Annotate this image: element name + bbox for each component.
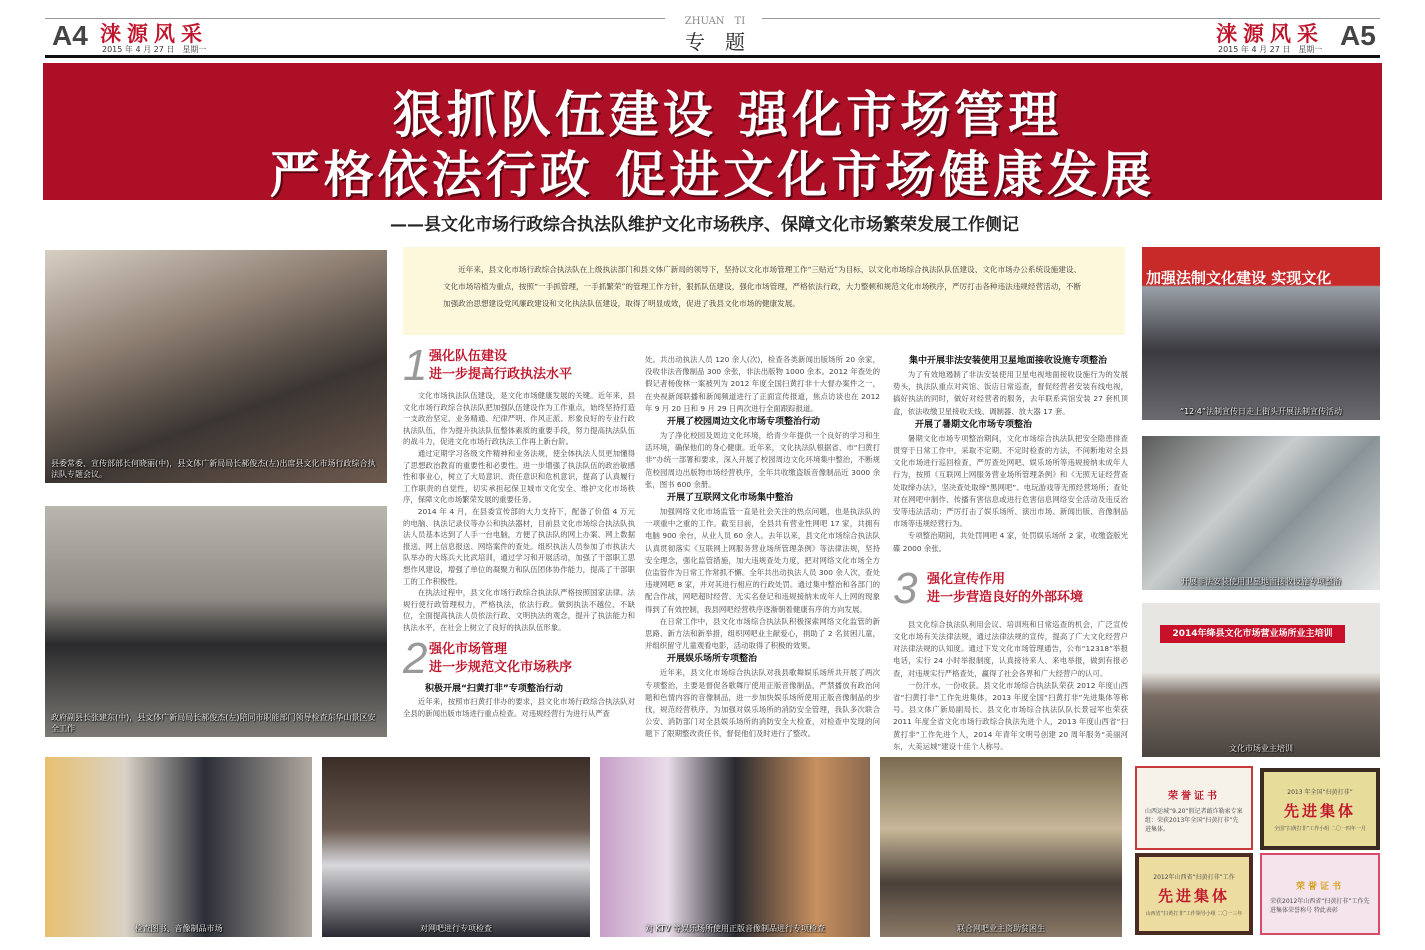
photo-caption: 文化市场业主培训 bbox=[1229, 744, 1293, 753]
date-right: 2015 年 4 月 27 日 星期一 bbox=[1218, 45, 1323, 54]
photo-ktv-check bbox=[600, 757, 870, 937]
headline-banner bbox=[43, 63, 1382, 204]
date-left: 2015 年 4 月 27 日 星期一 bbox=[102, 45, 207, 54]
section-title: 专 题 bbox=[685, 30, 745, 54]
certificate-body: 荣获2012年山西省“扫黄打非”工作先进集体荣誉称号 特此表彰 bbox=[1270, 897, 1370, 914]
article-column-2 bbox=[645, 354, 880, 741]
photo-donation bbox=[880, 757, 1122, 937]
paragraph: 加强网络文化市场监管一直是社会关注的热点问题，也是执法队的一项重中之重的工作。截至目前，全县共有营业性网吧 17 家，共拥有电脑 900 余台，从业人员 60 余人。去年以来，县文化市场综合执法队认真贯彻落实《互联网上网服务营业场所管理条例》等法律法规，坚持安全理念，强化监管措施，加大违规查处力度，把对网络文化市场全方位监管作为日常工作常抓不懈。全年共出动执法人员 300 余人次，查处违规网吧 8 家，并对其进行相应的行政处罚。通过集中整治和各部门的配合作战，网吧超时经营、无实名登记和违规接纳未成年人上网的现象得到了有效控制，我县网吧经营秩序逐渐朝着健康有序的方向发展。 bbox=[645, 507, 880, 614]
brand-left: 涞源风采 bbox=[100, 21, 208, 46]
paragraph: 在日常工作中，县文化市场综合执法队积极探索网络文化监管的新思路、新方法和新举措，组织网吧业主献爱心，捐助了 2 名贫困儿童，并组织留守儿童观看电影，活动取得了积极的效果。 bbox=[645, 616, 880, 651]
certificate-top: 2013 年全国“扫黄打非” bbox=[1287, 788, 1353, 796]
certificate-bottom: 山西省“扫黄打非”工作领导小组 二〇一三年 bbox=[1145, 910, 1243, 917]
photo-training bbox=[1142, 603, 1380, 757]
photo-street-campaign bbox=[1142, 247, 1380, 420]
section-number: 1 bbox=[403, 341, 428, 390]
section-heading-2 bbox=[403, 634, 635, 684]
section-heading-1 bbox=[403, 341, 635, 390]
photo-satellite-dishes bbox=[1142, 436, 1380, 590]
article-column-1 bbox=[403, 341, 635, 720]
paragraph: 近年来，县文化市场综合执法队对我县歌舞娱乐场所共开展了两次专项整治，主要是督促各歌舞厅使用正版音像制品，严禁播放有政治问题和色情内容的音像制品，进一步加快娱乐场所使用正版音像制品的步伐，规范经营秩序。为加强对娱乐场所的消防安全管理，我队多次联合公安、消防部门对全县娱乐场所的消防安全大检查，对检查中发现的问题下了限期整改责任书，督促他们及时进行了整改。 bbox=[645, 668, 880, 739]
section-subtitle: 进一步规范文化市场秩序 bbox=[429, 660, 573, 676]
certificate-bottom: 全国“扫黄打非”工作小组 二〇一四年一月 bbox=[1274, 825, 1366, 832]
subheading: 开展了暑期文化市场专项整治 bbox=[915, 419, 1033, 430]
photo-caption: 政府副县长张建东(中)，县文体广新局局长郝俊杰(左)陪同市职能部门领导检查东华山景区安全工作 bbox=[51, 713, 376, 733]
paragraph: 专项整治期间，共处罚网吧 4 家，处罚娱乐场所 2 家，收缴盗版光碟 2000 余张。 bbox=[893, 531, 1128, 553]
photo-caption: “12·4”法制宣传日走上街头开展法制宣传活动 bbox=[1179, 407, 1343, 416]
paragraph: 近年来，按照市扫黄打非办的要求，县文化市场行政综合执法队对全县的新闻出版市场进行重点检查。对违规经营行为进行从严查 bbox=[403, 697, 635, 719]
certificate-body: 山西运城“9.20”假记者敲诈勒索专案组：荣获2013年全国“扫黄打非”先进集体。 bbox=[1145, 808, 1243, 833]
certificate-4 bbox=[1260, 853, 1380, 935]
section-title: 强化队伍建设 bbox=[429, 349, 508, 364]
page-number-left: A4 bbox=[52, 20, 88, 51]
photo-meeting bbox=[45, 250, 387, 483]
certificate-heading: 荣誉证书 bbox=[1168, 791, 1220, 802]
subheading: 开展娱乐场所专项整治 bbox=[667, 654, 758, 665]
photo-caption: 对网吧进行专项检查 bbox=[420, 924, 492, 933]
certificate-heading: 先进集体 bbox=[1283, 801, 1356, 820]
paragraph: 为了有效地遏制了非法安装使用卫星电视地面接收设施行为的发展势头，执法队重点对宾馆、饭店日常巡查，督促经营者安装有线电视，搞好执法的同时，做好对经营者的服务，去年联系宾馆安装 27 套机顶盒，依法收缴卫星接收天线、调制器、放大器 17 套。 bbox=[893, 370, 1128, 416]
certificate-3 bbox=[1135, 853, 1253, 935]
section-title: 强化宣传作用 bbox=[927, 571, 1006, 587]
paragraph: 文化市场执法队伍建设，是文化市场健康发展的关键。近年来，县文化市场行政综合执法队把加强队伍建设作为工作重点，始终坚持打造一支政治坚定、业务精通、纪律严明、作风正派、形象良好的专业行政执法队伍，作为提升执法队伍整体素质的重要手段，努力提高执法队伍的战斗力，促进文化市场行政执法工作再上新台阶。 bbox=[403, 391, 635, 447]
paragraph: 通过定期学习各级文件精神和业务法规，使全体执法人员更加懂得了思想政治教育的重要性和必要性。进一步增强了执法队伍的政治敏感性和事业心，树立了大局意识、责任意识和危机意识，提高了认真履行工作职责的自觉性，切实承担起保卫城市文化安全、维护文化市场秩序，保障文化市场繁荣发展的重要任务。 bbox=[403, 448, 635, 505]
section-number: 2 bbox=[403, 634, 428, 684]
photo-caption: 联合网吧业主资助贫困生 bbox=[957, 924, 1045, 933]
section-pinyin: ZHUAN TI bbox=[684, 16, 746, 27]
section-subtitle: 进一步提高行政执法水平 bbox=[429, 367, 573, 382]
paragraph: 为了净化校园及周边文化环境，给青少年提供一个良好的学习和生活环境，确保他们的身心健康。近年来，文化执法队根据省、市“扫黄打非”办统一部署和要求，深入开展了校园周边文化环境集中整治，不断规范校园周边出版物市场经营秩序，全年共收缴盗版音像制品近 3000 余张，图书 600 余册。 bbox=[645, 431, 880, 489]
certificate-top: 2012年山西省“扫黄打非”工作 bbox=[1153, 873, 1235, 881]
intro-box: 近年来，县文化市场行政综合执法队在上级执法部门和县文体广新局的领导下，坚持以文化市场管理工作“三贴近”为目标，以文化市场综合执法队队伍建设、文化市场办公系统设施建设、文化市场培植为重点，按照“一手抓管理，一手抓繁荣”的管理工作方针，狠抓队伍建设，强化市场管理，严格依法行政，大力整顿和规范文化市场秩序，严厉打击各种违法违规经营活动，不断加强政治思想建设党风廉政建设和文化执法队伍建设，取得了明显成效，促进了我县文化市场的健康发展。 bbox=[403, 247, 1125, 335]
section-heading-3 bbox=[893, 563, 1128, 613]
photo-bookstore-check bbox=[45, 757, 312, 937]
photo-caption: 县委常委、宣传部部长何晓丽(中)，县文体广新局局长郝俊杰(左)出席县文化市场行政综合执法队专题会议。 bbox=[51, 459, 376, 479]
photo-caption: 检查图书、音像制品市场 bbox=[134, 924, 223, 933]
photo-banner-text: 加强法制文化建设 实现文化 bbox=[1146, 269, 1332, 287]
subheading: 开展了校园周边文化市场专项整治行动 bbox=[667, 417, 821, 428]
paragraph: 一份汗水，一份收获。县文化市场综合执法队荣获 2012 年度山西省“扫黄打非”工作先进集体，2013 年度全国“扫黄打非”先进集体等称号。县文体广新局副局长、县文化市场综合执法队队长景冠军也荣获 2011 年度全省文化市场行政综合执法先进个人，2013 年度山西省“扫黄打非”工作先进个人，2014 年青年文明号创建 20 周年服务“美丽河东，大美运城”建设十佳个人称号。 bbox=[893, 680, 1128, 751]
certificate-heading: 先进集体 bbox=[1157, 886, 1230, 905]
headline-line-1: 狠抓队伍建设 强化市场管理 bbox=[392, 86, 1063, 144]
header-divider bbox=[45, 55, 1380, 58]
photo-banner-text: 2014年绛县文化市场营业场所业主培训 bbox=[1160, 625, 1345, 643]
subheading: 集中开展非法安装使用卫星地面接收设施专项整治 bbox=[909, 356, 1108, 366]
paragraph: 县文化综合执法队利用会议、培训班和日常巡查的机会，广泛宣传文化市场有关法律法规，通过法律法规的宣传，提高了广大文化经营户对法律法规的认知度。通过下发文化市场管理通告，公布“12318”举报电话，实行 24 小时举报制度，认真接待来人、来电举报，做到有报必查，对违规实行严格查处，赢得了社会各界和广大经营户的认可。 bbox=[893, 619, 1128, 678]
photo-caption: 对 KTV 等娱乐场所使用正版音像制品进行专项检查 bbox=[644, 924, 826, 933]
brand-right: 涞源风采 bbox=[1216, 21, 1324, 46]
subheading: 开展了互联网文化市场集中整治 bbox=[667, 493, 794, 504]
paragraph: 2014 年 4 月，在县委宣传部的大力支持下，配备了价值 4 万元的电脑、执法记录仪等办公和执法器材，目前县文化市场综合执法队执法人员基本达到了人手一台电脑，方便了执法队的网上办案、网上数据报送、网上信息报送、网络案件的查处。组织执法人员参加了市执法大队举办的大练兵大比武培训，通过学习和开展活动，加强了干部职工思想作风建设，增强了单位的凝聚力和队伍团体协作能力，提高了干部职工的工作积极性。 bbox=[403, 506, 635, 586]
subtitle: ——县文化市场行政综合执法队维护文化市场秩序、保障文化市场繁荣发展工作侧记 bbox=[390, 215, 1019, 235]
article-column-3 bbox=[893, 354, 1128, 753]
certificate-heading: 荣誉证书 bbox=[1295, 881, 1344, 892]
page-number-right: A5 bbox=[1340, 20, 1376, 51]
paragraph: 在执法过程中，县文化市场行政综合执法队严格按照国家法律、法规行使行政管理权力，严格执法，依法行政。做到执法不越位、不缺位，全面提高执法人员依法行政、文明执法的观念，提升了执法能力和执法水平，在社会上树立了良好的执法队伍形象。 bbox=[403, 588, 635, 632]
subheading: 积极开展“扫黄打非”专项整治行动 bbox=[425, 684, 563, 695]
headline-line-2: 严格依法行政 促进文化市场健康发展 bbox=[269, 146, 1156, 204]
section-number: 3 bbox=[893, 563, 918, 613]
section-subtitle: 进一步营造良好的外部环境 bbox=[927, 589, 1084, 605]
paragraph: 暑期文化市场专项整治期间，文化市场综合执法队把安全隐患排查贯穿于日常工作中，采取不定期、不定时检查的方法，不间断地对全县文化市场进行巡回检查，严厉查处网吧、娱乐场所等违规接纳未成年人行为，按照《互联网上网服务营业场所管理条例》和《无照无证经营查处取缔办法》，坚决查处取缔“黑网吧”、电玩游戏等无照经营场所；查处对在网吧中制作、传播有害信息或进行危害信息网络安全活动及违反治安等违法活动；严厉打击了娱乐场所、演出市场、新闻出版、音像制品市场等违规经营行为。 bbox=[893, 433, 1128, 529]
certificate-2 bbox=[1260, 768, 1380, 850]
certificate-1 bbox=[1135, 766, 1253, 850]
photo-inspection bbox=[45, 506, 387, 737]
photo-internet-cafe-check bbox=[322, 757, 590, 937]
photo-caption: 开展非法安装使用卫星地面接收设施专项整治 bbox=[1181, 577, 1341, 586]
paragraph: 处。共出动执法人员 120 余人(次)，检查各类新闻出版场所 20 余家，没收非法音像制品 300 余张，非法出版物 1000 余本。2012 年查处的假记者杨俊林一案被列为 2012 年度全国扫黄打非十大督办案件之一，在央视新闻联播和新闻频道进行了正面宣传报道，焦点访谈也在 2012 年 9 月 20 日和 9 月 29 日两次进行全面跟踪报道。 bbox=[645, 355, 880, 413]
section-title: 强化市场管理 bbox=[429, 642, 508, 658]
